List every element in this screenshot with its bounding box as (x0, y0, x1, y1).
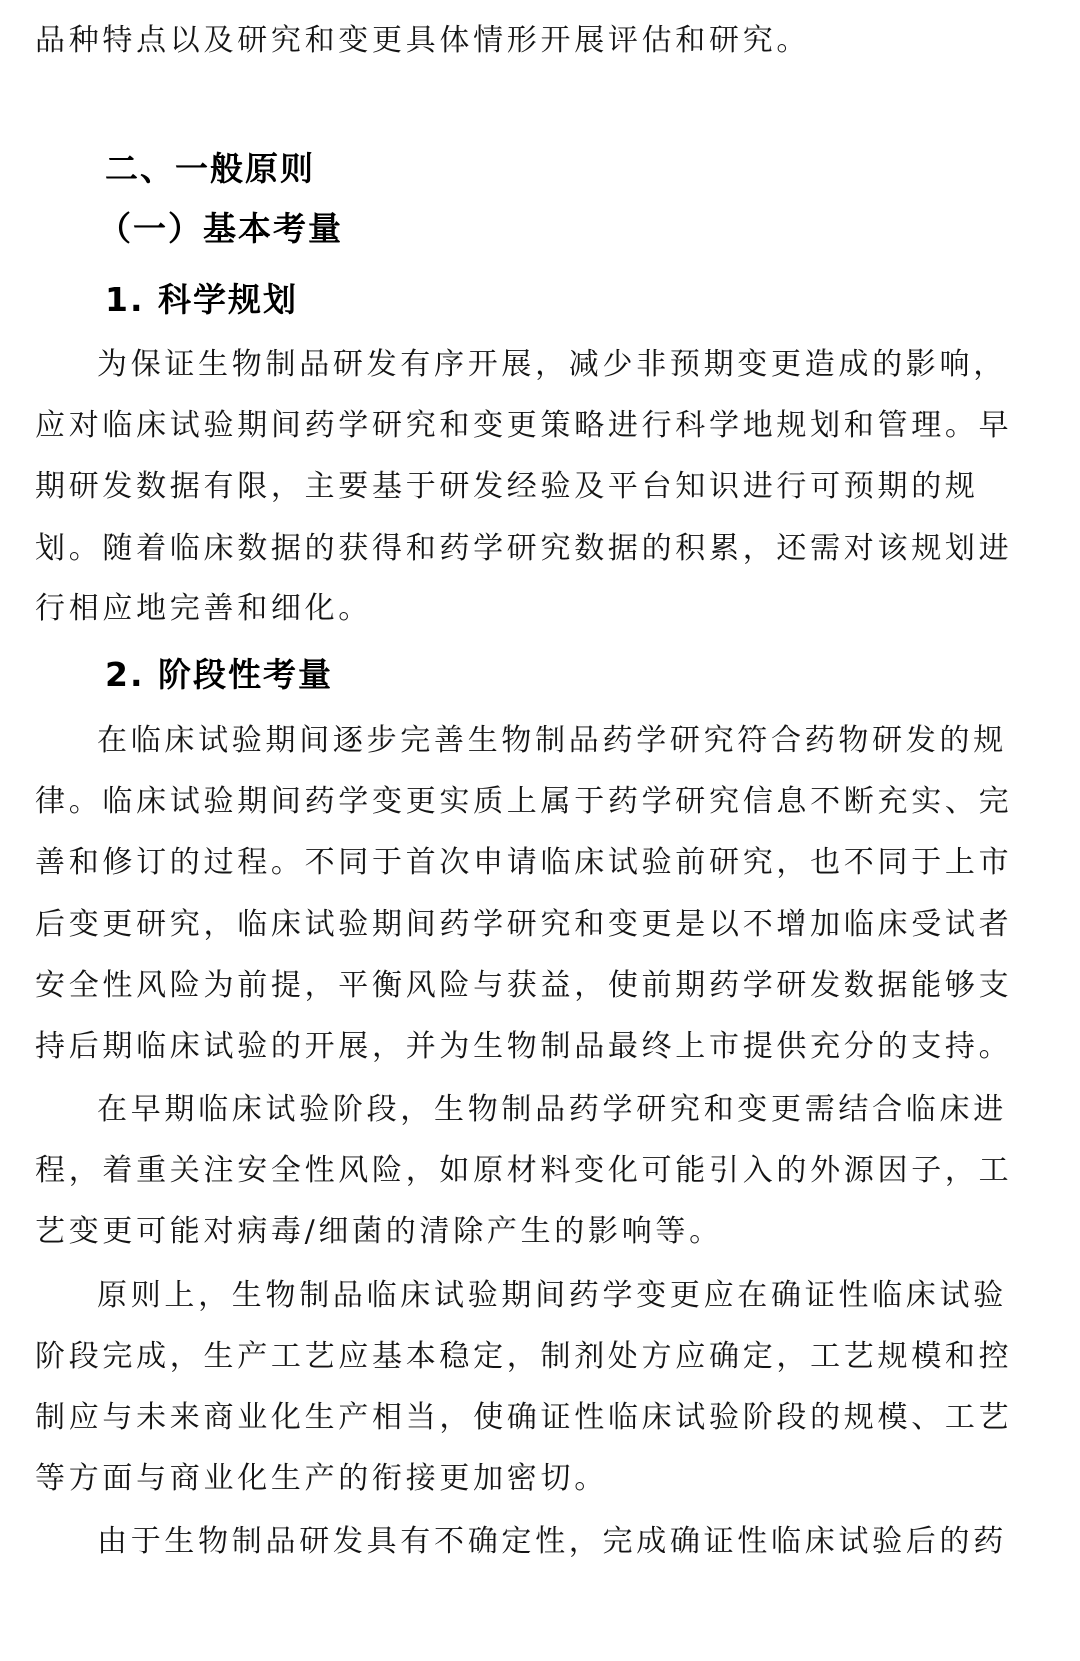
item1-line: 为保证生物制品研发有序开展，减少非预期变更造成的影响， (97, 347, 1007, 382)
item1-line: 应对临床试验期间药学研究和变更策略进行科学地规划和管理。早 (35, 408, 1013, 443)
item2-p2-line: 在早期临床试验阶段，生物制品药学研究和变更需结合临床进 (97, 1092, 1007, 1127)
subsection-title: （一）基本考量 (98, 209, 343, 248)
intro-line: 品种特点以及研究和变更具体情形开展评估和研究。 (35, 23, 811, 58)
item1-title: 1. 科学规划 (105, 280, 298, 319)
item2-p3-line: 原则上，生物制品临床试验期间药学变更应在确证性临床试验 (97, 1278, 1007, 1313)
item2-p3-line: 制应与未来商业化生产相当，使确证性临床试验阶段的规模、工艺 (35, 1400, 1013, 1435)
item2-p3-line: 阶段完成，生产工艺应基本稳定，制剂处方应确定，工艺规模和控 (35, 1339, 1013, 1374)
item2-p4-line: 由于生物制品研发具有不确定性，完成确证性临床试验后的药 (97, 1524, 1007, 1559)
item2-p1-line: 后变更研究，临床试验期间药学研究和变更是以不增加临床受试者 (35, 907, 1013, 942)
item2-p1-line: 安全性风险为前提，平衡风险与获益，使前期药学研发数据能够支 (35, 968, 1013, 1003)
item1-line: 划。随着临床数据的获得和药学研究数据的积累，还需对该规划进 (35, 531, 1013, 566)
item2-p1-line: 在临床试验期间逐步完善生物制品药学研究符合药物研发的规 (97, 723, 1007, 758)
item1-line: 期研发数据有限，主要基于研发经验及平台知识进行可预期的规 (35, 469, 979, 504)
item2-p1-line: 律。临床试验期间药学变更实质上属于药学研究信息不断充实、完 (35, 784, 1013, 819)
item2-p1-line: 善和修订的过程。不同于首次申请临床试验前研究，也不同于上市 (35, 845, 1013, 880)
item2-p1-line: 持后期临床试验的开展，并为生物制品最终上市提供充分的支持。 (35, 1029, 1013, 1064)
section-title: 二、一般原则 (105, 149, 315, 188)
item2-p2-line: 艺变更可能对病毒/细菌的清除产生的影响等。 (35, 1214, 723, 1249)
item1-line: 行相应地完善和细化。 (35, 591, 372, 626)
item2-title: 2. 阶段性考量 (105, 655, 333, 694)
item2-p3-line: 等方面与商业化生产的衔接更加密切。 (35, 1461, 608, 1496)
item2-p2-line: 程，着重关注安全性风险，如原材料变化可能引入的外源因子，工 (35, 1153, 1013, 1188)
